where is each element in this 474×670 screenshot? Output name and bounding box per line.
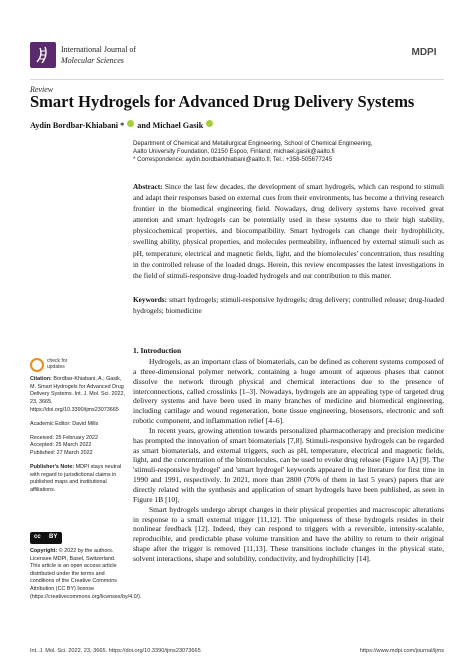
cc-label: cc [34,534,41,540]
check-updates-label[interactable] [47,358,67,370]
copyright [30,548,142,601]
received-date: Received: 25 February 2022 [30,434,99,441]
check-updates-icon[interactable] [30,358,44,372]
copyright-label: Copyright: [30,548,58,554]
abstract-label: Abstract: [133,182,163,191]
abstract [133,181,444,281]
copyright-text: © 2022 by the authors. Licensee MDPI, Basel, Switzerland. This article is an open access article distributed under the terms and conditions of the Creative Commons Attribution (CC BY) license (https://creativecommons.org/licenses/by/4.0/). [30,548,142,600]
keywords-text: smart hydrogels; stimuli-responsive hydrogels; drug delivery; controlled release; drug-loaded hydrogels; biomedicine [133,295,444,315]
body-text [133,357,444,564]
keywords-label: Keywords: [133,295,168,304]
journal-url[interactable]: https://www.mdpi.com/journal/ijms [359,648,444,654]
journal-name-line2: Molecular Sciences [61,56,124,65]
correspondence: * Correspondence: aydin.bordbarkhiabani@aalto.fi; Tel.: +358-505677245 [133,156,333,163]
header-divider [30,79,444,80]
publisher-note-text: MDPI stays neutral with regard to jurisdictional claims in published maps and institutional affiliations. [30,463,122,493]
journal-name-line1: International Journal of [61,45,137,54]
paragraph: In recent years, growing attention towards personalized pharmacotherapy and precision medicine has prompted the innovation of smart biomaterials [7,8]. Stimuli-responsive hydrogels can be regarded as smart biomaterials, and external triggers, such as pH, temperature, electrical and magnetic fields, light, and the concentration of the biomolecules, can be used to evoke drug release (Figure 1A) [9]. The 'stimuli-responsive hydrogel' and 'smart hydrogel' keywords appeared in the literature for first time in 1990 and 1991, respectively. In 2021, more than 2800 (70% of them in last 5 years) papers that are directly related with the synthesis and application of smart hydrogels have been published, as seen in Figure 1B [10]. [133,425,445,504]
academic-editor: Academic Editor: David Mills [30,420,99,427]
author-2[interactable]: and Michael Gasik [137,121,204,130]
mdpi-logo-text: MDPI [411,47,437,58]
author-1[interactable]: Aydin Bordbar-Khiabani * [30,121,125,130]
orcid-icon[interactable] [127,120,134,127]
authors [30,120,214,130]
footer-citation[interactable]: Int. J. Mol. Sci. 2022, 23, 3665. https://doi.org/10.3390/ijms23073665 [30,648,201,654]
check-updates-line2: updates [47,364,65,370]
publisher-note [30,464,126,495]
article-info-sidebar [30,376,126,501]
orcid-icon[interactable] [206,120,213,127]
abstract-text: Since the last few decades, the development of smart hydrogels, which can respond to stimuli and adapt their responses based on external cues from their environments, has become a thriving research frontier in the biomedical engineering field. Nowadays, drug delivery systems have received great attention and smart hydrogels can be potentially used in these systems due to their high stability, physicochemical properties, and biocompatibility. Smart hydrogels can change their hydrophilicity, swelling ability, physical properties, and molecules permeability, influenced by external stimuli such as pH, temperature, electrical and magnetic fields, light, and the biomolecules' concentration, thus resulting in the controlled release of the loaded drugs. Herein, this review encompasses the latest investigations in the field of stimuli-responsive drug-loaded hydrogels and our contribution to this matter. [133,182,445,280]
check-updates-line1: check for [47,358,68,364]
citation [30,376,126,415]
page-footer [30,648,444,654]
journal-logo [30,42,56,68]
citation-text: Bordbar-Khiabani, A.; Gasik, M. Smart Hydrogels for Advanced Drug Delivery Systems. Int. J. Mol. Sci. 2022, 23, 3665. https://doi.org/10.3390/ijms23073665 [30,376,125,413]
citation-label: Citation: [30,376,52,382]
affiliation-line: Department of Chemical and Metallurgical Engineering, School of Chemical Engineering, [133,140,373,147]
article-type: Review [30,85,54,94]
cc-by-label: BY [49,534,58,540]
published-date: Published: 27 March 2022 [30,450,93,456]
mdpi-logo [404,42,444,62]
publisher-note-label: Publisher's Note: [30,463,75,470]
paragraph: Smart hydrogels undergo abrupt changes in their physical properties and macroscopic alterations in response to a small external trigger [11,12]. The uniqueness of these hydrogels resides in their nonlinear feedback [12]. Indeed, they can respond to triggers with a reversible, intensity-scalable, reproducible, and predictable phase volume transition and have the ability to return to their original shape after the trigger is removed [11,13]. These transitions include changes in the physical state, solvent interactions, shape and solubility, conductivity, and hydrophilicity [14]. [133,504,444,563]
affiliation-line: Aalto University Foundation, 02150 Espoo, Finland; michael.gasik@aalto.fi [133,148,335,155]
article-title: Smart Hydrogels for Advanced Drug Delivery Systems [30,92,415,111]
affiliation [133,140,433,164]
accepted-date: Accepted: 25 March 2022 [30,442,92,449]
paragraph: Hydrogels, as an important class of biomaterials, can be defined as coherent systems composed of a three-dimensional polymer network, containing a huge amount of aqueous phases that cannot dissolve the network through physical and chemical interactions due to the presence of interconnections, called crosslinks [1–3]. Nowadays, hydrogels are an appealing type of targeted drug delivery systems and have been used in many branches of medicine and biomedical engineering, including cartilage and wound regeneration, bone tissue engineering, biosensors, electronic and soft robotic component, and inflammation relief [4–6]. [133,357,444,426]
keywords [133,295,444,316]
cc-license-icon[interactable] [30,532,62,544]
section-heading: 1. Introduction [133,346,182,355]
